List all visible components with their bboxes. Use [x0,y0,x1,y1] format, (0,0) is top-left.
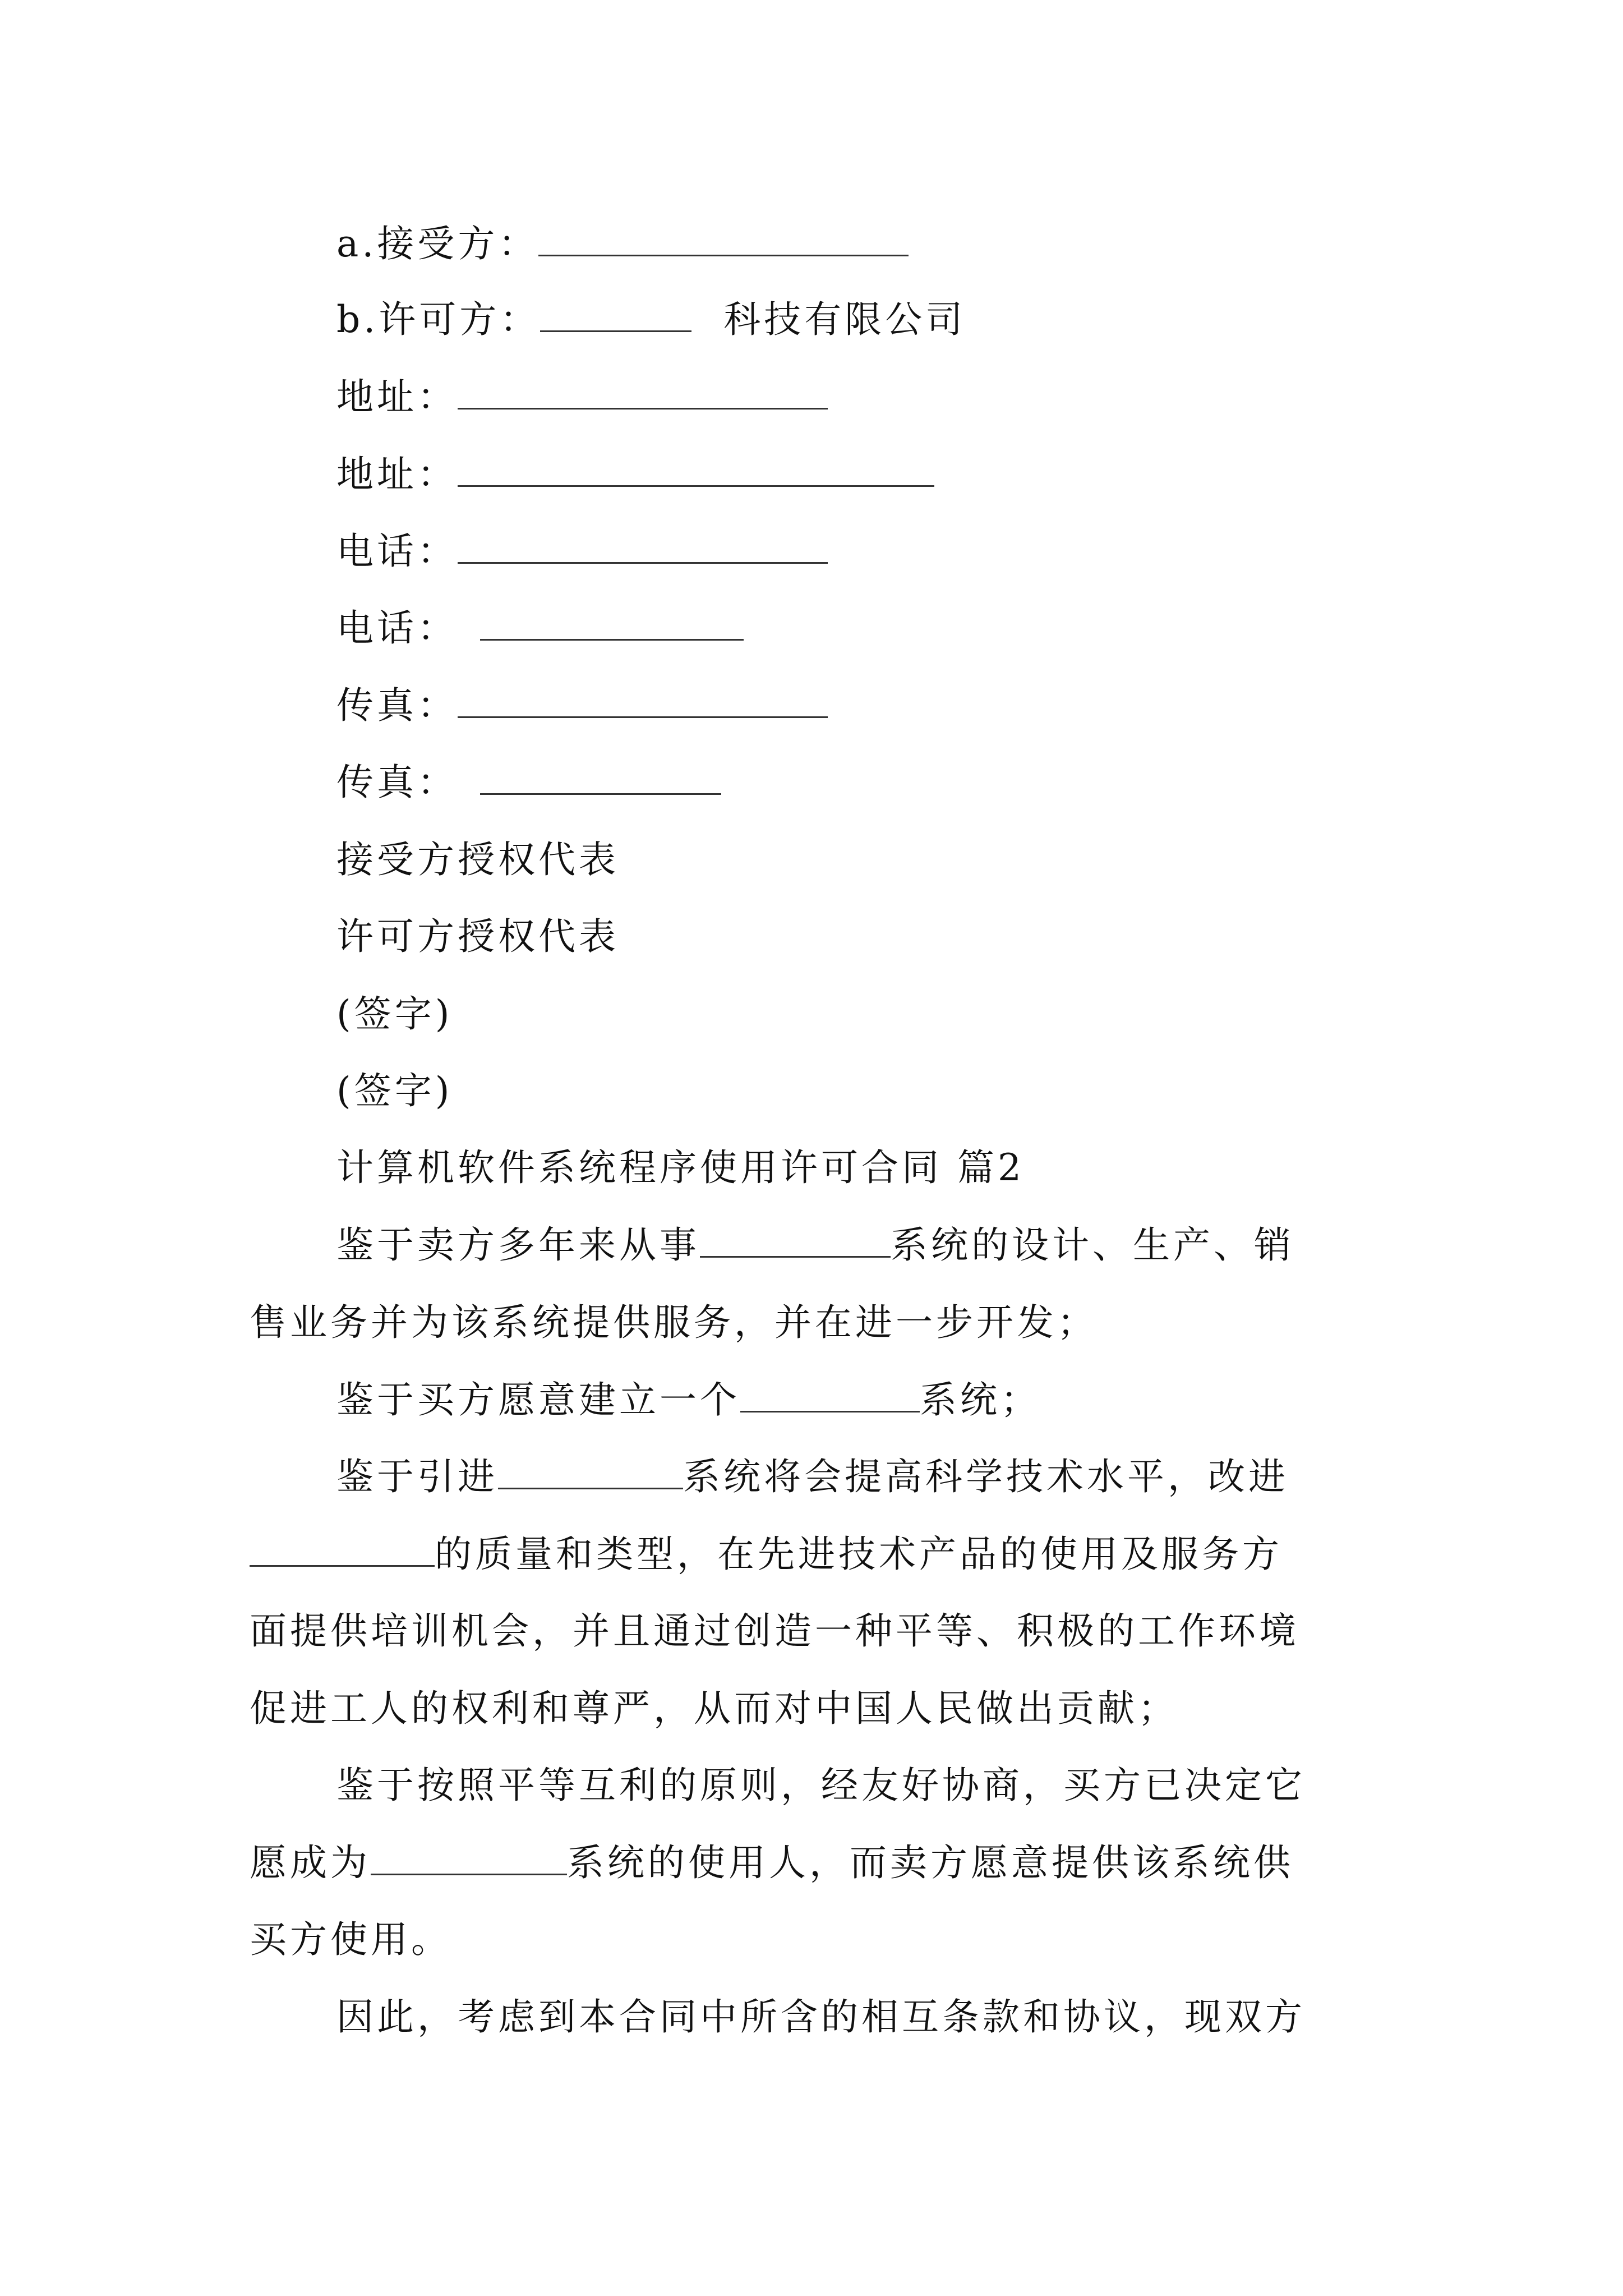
para2-line1 [336,1378,1041,1423]
phone-blank-1 [458,530,828,564]
licensor-label: b.许可方： [336,298,541,341]
licensor-blank [540,298,691,332]
para5-line1: 因此，考虑到本合同中所含的相互条款和协议，现双方 [336,1995,1306,2039]
fax-blank-2 [480,761,721,795]
para4-line2 [250,1841,1294,1885]
para1-text-b: 系统的设计、生产、销 [891,1223,1294,1267]
phone-blank-2 [480,606,744,641]
para4-blank [371,1841,567,1875]
address-label-2: 地址： [336,453,458,496]
fax-line-2 [336,760,721,805]
para4-line3: 买方使用。 [250,1918,451,1961]
recipient-line [336,222,909,266]
para3-text-b: 系统将会提高科学技术水平，改进 [683,1455,1289,1498]
section-heading: 计算机软件系统程序使用许可合同 篇2 [336,1146,1025,1189]
para1-blank [700,1223,891,1258]
address-line-1 [336,375,828,420]
para3-line1 [336,1455,1289,1499]
para4-line1: 鉴于按照平等互利的原则，经友好协商，买方已决定它 [336,1764,1306,1807]
para3-line2 [250,1532,1283,1577]
signature-2: (签字) [336,1069,453,1112]
para4-text-b: 愿成为 [250,1841,371,1884]
para1-text-a: 鉴于卖方多年来从事 [336,1223,700,1267]
phone-label-2: 电话： [336,606,458,650]
para2-blank [740,1378,920,1412]
para2-text-a: 鉴于买方愿意建立一个 [336,1378,740,1421]
address-line-2 [336,452,934,497]
para3-text-a: 鉴于引进 [336,1455,498,1498]
address-blank-2 [458,453,934,487]
recipient-representative: 接受方授权代表 [336,838,619,881]
para3-line4: 促进工人的权利和尊严，从而对中国人民做出贡献； [250,1687,1178,1730]
para4-text-c: 系统的使用人，而卖方愿意提供该系统供 [567,1841,1294,1884]
para3-blank-1 [498,1455,683,1489]
licensor-line [336,297,966,342]
address-blank-1 [458,375,828,409]
para3-text-c: 的质量和类型，在先进技术产品的使用及服务方 [435,1533,1283,1576]
para1-line2: 售业务并为该系统提供服务，并在进一步开发； [250,1301,1098,1344]
phone-line-2 [336,606,744,651]
licensor-representative: 许可方授权代表 [336,915,619,958]
recipient-blank [538,222,909,256]
recipient-label: a.接受方： [336,222,539,265]
phone-label-1: 电话： [336,530,458,573]
fax-blank-1 [458,684,828,718]
fax-label-2: 传真： [336,761,458,804]
fax-line-1 [336,683,828,728]
para2-text-b: 系统； [920,1378,1041,1421]
fax-label-1: 传真： [336,684,458,727]
address-label-1: 地址： [336,375,458,418]
phone-line-1 [336,529,828,574]
para3-line3: 面提供培训机会，并且通过创造一种平等、积极的工作环境 [250,1609,1299,1653]
para3-blank-2 [250,1533,435,1567]
licensor-company-suffix: 科技有限公司 [723,298,966,341]
para1-line1 [336,1223,1294,1268]
signature-1: (签字) [336,992,453,1036]
